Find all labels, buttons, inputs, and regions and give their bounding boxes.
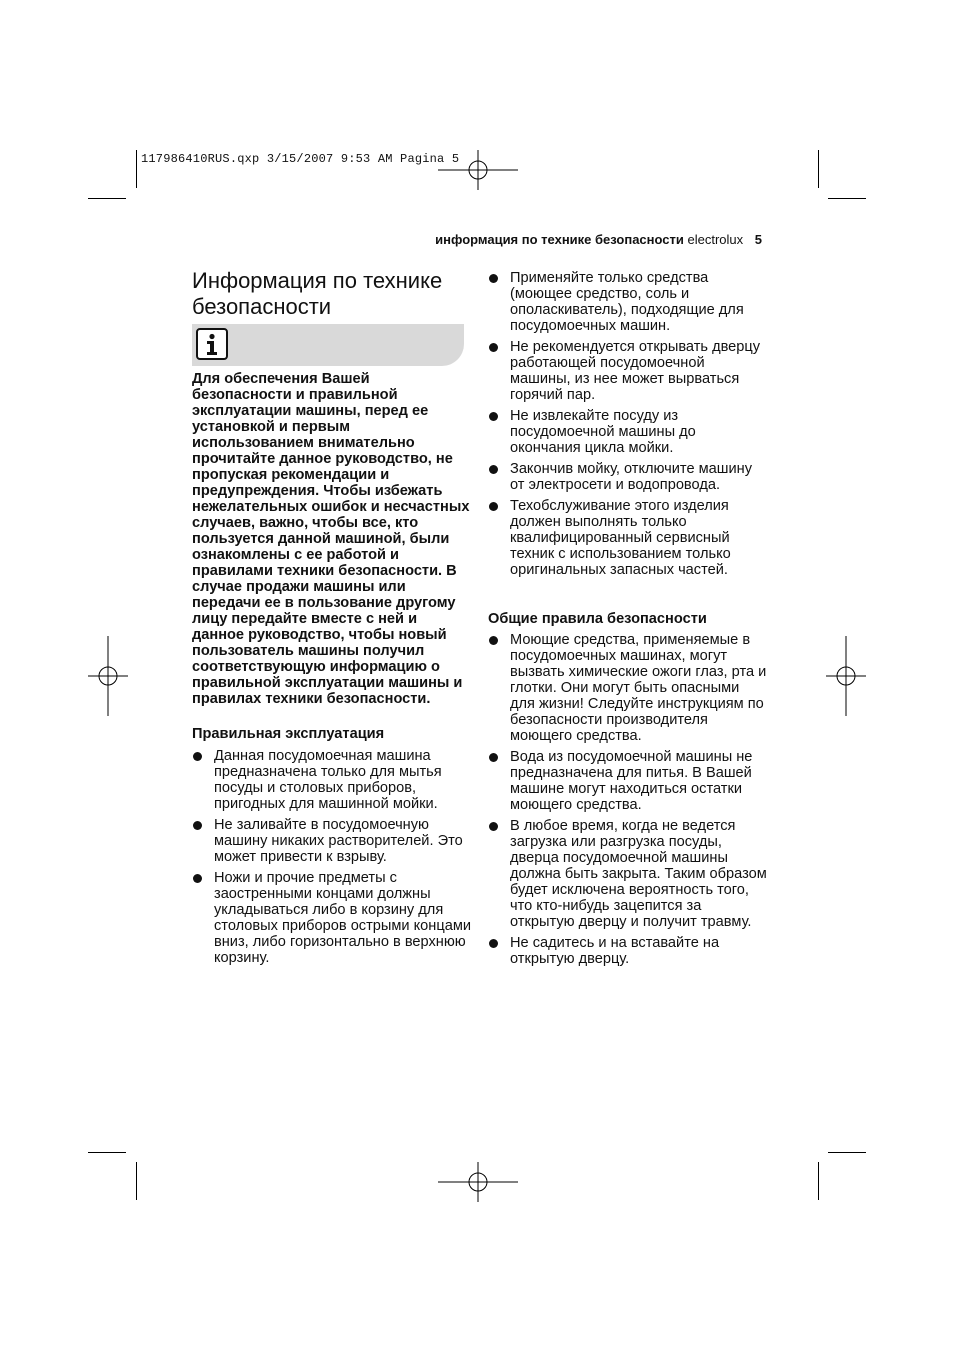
running-header-brand: electrolux	[687, 232, 744, 247]
registration-mark-icon	[438, 150, 518, 190]
list-item: Не садитесь и на вставайте на открытую дверцу.	[488, 935, 768, 967]
info-icon	[196, 328, 228, 360]
info-banner	[192, 324, 464, 366]
registration-mark-icon	[826, 636, 866, 716]
dishwasher-tips-list	[488, 270, 768, 578]
registration-mark-icon	[88, 636, 128, 716]
right-column	[488, 270, 768, 972]
list-item: Не рекомендуется открывать дверцу работающей посудомоечной машины, из нее может вырваться горячий пар.	[488, 339, 768, 403]
list-item: Не извлекайте посуду из посудомоечной машины до окончания цикла мойки.	[488, 408, 768, 456]
list-item: Техобслуживание этого изделия должен выполнять только квалифицированный сервисный техник с использованием только оригинальных запасных частей.	[488, 498, 768, 578]
list-item: Закончив мойку, отключите машину от электросети и водопровода.	[488, 461, 768, 493]
crop-mark	[818, 1162, 819, 1200]
running-header-section: информация по технике безопасности	[435, 232, 684, 247]
intro-paragraph: Для обеспечения Вашей безопасности и правильной эксплуатации машины, перед ее установкой и первым использованием внимательно прочитайте данное руководство, не пропуская рекомендации и предупреждения. Чтобы избежать нежелательных ошибок и несчастных случаев, важно, чтобы все, кто пользуется данной машиной, были ознакомлены с ее работой и правилами техники безопасности. В случае продажи машины или передачи ее в пользование другому лицу передайте вместе с ней и данное руководство, чтобы новый пользователь машины получил соответствующую информацию о правильной эксплуатации машины и правилах техники безопасности.	[192, 371, 470, 707]
list-item: Данная посудомоечная машина предназначена только для мытья посуды и столовых приборов, пригодных для машинной мойки.	[192, 748, 472, 812]
crop-mark	[818, 150, 819, 188]
list-item: Моющие средства, применяемые в посудомоечных машинах, могут вызвать химические ожоги глаз, рта и глотки. Они могут быть опасными для жизни! Следуйте инструкциям по безопасности производителя моющего средства.	[488, 632, 768, 744]
list-item: Не заливайте в посудомоечную машину никаких растворителей. Это может привести к взрыву.	[192, 817, 472, 865]
left-column	[192, 371, 472, 971]
crop-mark	[88, 1152, 126, 1153]
list-item: Ножи и прочие предметы с заостренными концами должны укладываться либо в корзину для столовых приборов острыми концами вниз, либо горизонтально в верхнюю корзину.	[192, 870, 472, 966]
correct-use-heading: Правильная эксплуатация	[192, 726, 385, 742]
registration-mark-icon	[438, 1162, 518, 1202]
list-item: Вода из посудомоечной машины не предназначена для питья. В Вашей машине могут находиться остатки моющего средства.	[488, 749, 768, 813]
crop-mark	[136, 1162, 137, 1200]
print-slug: 117986410RUS.qxp 3/15/2007 9:53 AM Pagina 5	[141, 152, 460, 166]
general-safety-list	[488, 632, 768, 967]
running-header	[435, 232, 762, 247]
list-item: В любое время, когда не ведется загрузка или разгрузка посуды, дверца посудомоечной машины должна быть закрыта. Таким образом будет исключена вероятность того, что кто-нибудь зацепится за открытую дверцу и получит травму.	[488, 818, 768, 930]
list-item: Применяйте только средства (моющее средство, соль и ополаскиватель), подходящие для посудомоечных машин.	[488, 270, 768, 334]
general-safety-heading: Общие правила безопасности	[488, 611, 707, 627]
page-number: 5	[754, 232, 762, 247]
crop-mark	[136, 150, 137, 188]
crop-mark	[828, 198, 866, 199]
crop-mark	[828, 1152, 866, 1153]
correct-use-list	[192, 748, 472, 966]
page-title: Информация по технике безопасности	[192, 268, 443, 319]
crop-mark	[88, 198, 126, 199]
